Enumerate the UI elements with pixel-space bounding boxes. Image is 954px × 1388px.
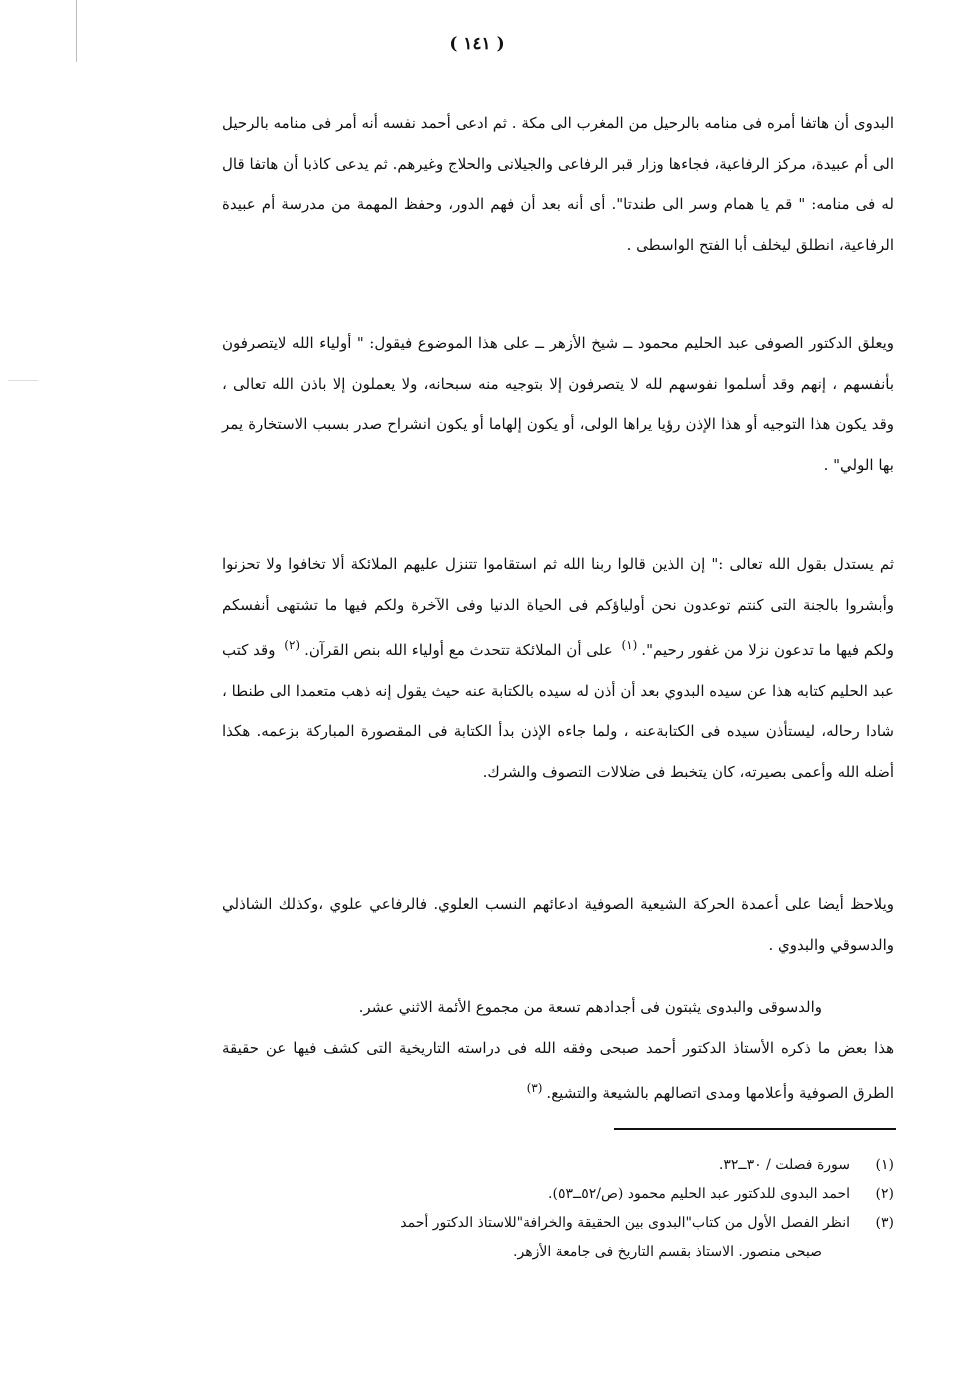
footnote-number: (١) xyxy=(875,1157,894,1173)
paragraph-badawi-dream: البدوى أن هاتفا أمره فى منامه بالرحيل من المغرب الى مكة . ثم ادعى أحمد نفسه أنه أمر فى منامه بالرحيل الى أم عبيدة، مركز الرفاعية، فجاءها وزار قبر الرفاعى والجيلانى والحلاج وغيرهم. ثم يدعى كاذبا أن هاتفا قال له فى منامه: " قم يا همام وسر الى طندتا". أى أنه بعد أن فهم الدور، وحفظ المهمة من مدرسة أم عبيدة الرفاعية، انطلق ليخلف أبا الفتح الواسطى . xyxy=(222,114,894,254)
paragraph-abdelhalim-comment: ويعلق الدكتور الصوفى عبد الحليم محمود ــ شيخ الأزهر ــ على هذا الموضوع فيقول: " أولياء الله لايتصرفون بأنفسهم ، إنهم وقد أسلموا نفوسهم لله لا يتصرفون إلا بتوجيه منه سبحانه، ولا يعملون إلا باذن الله تعالى ، وقد يكون هذا التوجيه أو هذا الإذن رؤيا يراها الولى، أو يكون إلهاما أو يكون انشراح صدر بسبب الاستخارة يمر بها الولي" . xyxy=(222,334,895,474)
footnote-divider xyxy=(614,1128,896,1130)
footnote-3 xyxy=(222,1209,894,1238)
footnote-text: احمد البدوى للدكتور عبد الحليم محمود (ص/٥٢ــ٥٣). xyxy=(548,1186,850,1202)
book-writing-sentence: وقد كتب عبد الحليم كتابه هذا عن سيده البدوي بعد أن أذن له سيده بالكتابة عنه حيث يقول إنه ذهب متعمدا الى طنطا ، شادا رحاله، ليستأذن سيده فى الكتابةعنه ، ولما جاءه الإذن بدأ الكتابة فى المقصورة المباركة بزعمه. هكذا أضله الله وأعمى بصيرته، كان يتخبط فى ضلالات التصوف والشرك. xyxy=(222,641,894,781)
angels-sentence: على أن الملائكة تتحدث مع أولياء الله بنص القرآن. xyxy=(304,641,613,659)
footnotes xyxy=(222,1151,894,1267)
footnote-number: (٣) xyxy=(875,1215,894,1231)
footnote-text: سورة فصلت / ٣٠ــ٣٢. xyxy=(718,1157,850,1173)
footnote-text: انظر الفصل الأول من كتاب"البدوى بين الحقيقة والخرافة"للاستاذ الدكتور أحمد xyxy=(400,1215,850,1231)
page-number: ( ١٤١ ) xyxy=(449,34,505,54)
sobhi-study-sentence: هذا بعض ما ذكره الأستاذ الدكتور أحمد صبحى وفقه الله فى دراسته التاريخية التى كشف فيها عن حقيقة الطرق الصوفية وأعلامها ومدى اتصالهم بالشيعة والتشيع. xyxy=(222,1038,894,1102)
quran-quote: ثم يستدل بقول الله تعالى :" إن الذين قالوا ربنا الله ثم استقاموا تتنزل عليهم الملائكة ألا تخافوا ولا تحزنوا وأبشروا بالجنة التى كنتم توعدون نحن أولياؤكم فى الحياة الدنيا وفى الآخرة ولكم فيها ما تشتهى أنفسكم ولكم فيها ما تدعون نزلا من غفور رحيم". xyxy=(222,555,894,659)
footnote-3-continuation: صبحى منصور. الاستاذ بقسم التاريخ فى جامعة الأزهر. xyxy=(513,1244,822,1260)
footnote-1 xyxy=(222,1151,894,1180)
footnote-ref-3: (٣) xyxy=(526,1081,543,1095)
footnote-2 xyxy=(222,1180,894,1209)
footnote-number: (٢) xyxy=(875,1186,894,1202)
paragraph-quran-citation xyxy=(222,544,894,792)
scan-edge-speck xyxy=(8,380,38,381)
footnote-ref-1: (١) xyxy=(621,638,638,652)
paragraph-imams: والدسوقى والبدوى يثبتون فى أجدادهم تسعة من مجموع الأئمة الاثني عشر. هذا بعض ما ذكره الأستاذ الدكتور أحمد صبحى وفقه الله فى دراسته التاريخية التى كشف فيها عن حقيقة الطرق الصوفية وأعلامها ومدى اتصالهم بالشيعة والتشيع.$^{(٣)}$ xyxy=(222,998,894,1102)
footnote-ref-2: (٢) xyxy=(284,638,301,652)
paragraph-alawi-lineage: ويلاحظ أيضا على أعمدة الحركة الشيعية الصوفية ادعائهم النسب العلوي. فالرفاعي علوي ،وكذلك الشاذلي والدسوقي والبدوي . xyxy=(222,895,894,954)
